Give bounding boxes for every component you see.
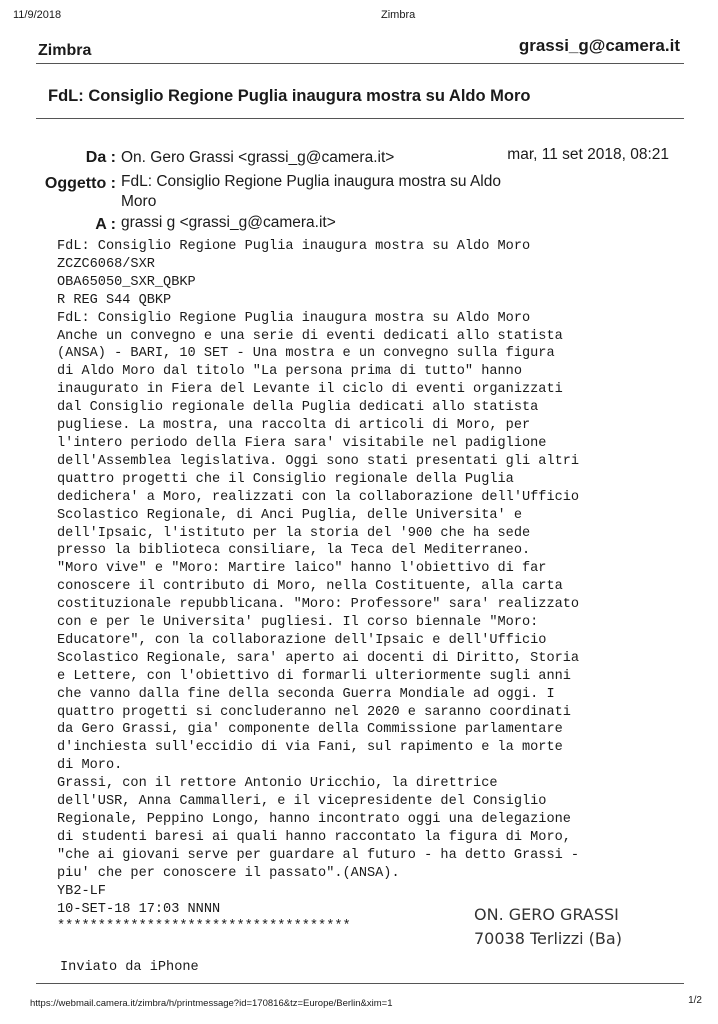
body-line: quattro progetti si concluderanno nel 2020 e saranno coordinati	[57, 704, 571, 720]
body-line: Grassi, con il rettore Antonio Uricchio, la direttrice	[57, 776, 498, 792]
body-line: inaugurato in Fiera del Levante il ciclo di eventi organizzati	[57, 382, 563, 398]
to-value: grassi g <grassi_g@camera.it>	[121, 214, 336, 231]
body-line: da Gero Grassi, gia' componente della Commissione parlamentare	[57, 722, 563, 738]
print-date: 11/9/2018	[13, 9, 62, 21]
body-line: Anche un convegno e una serie di eventi dedicati allo statista	[57, 328, 563, 344]
footer-divider	[36, 983, 684, 984]
body-line: Scolastico Regionale, sara' aperto ai docenti di Diritto, Storia	[57, 650, 580, 666]
body-line: "Moro vive" e "Moro: Martire laico" hanno l'obiettivo di far	[57, 561, 547, 577]
body-line: e Lettere, con l'obiettivo di formarli ulteriormente sugli anni	[57, 668, 571, 684]
subject-value-line1: FdL: Consiglio Regione Puglia inaugura mostra su Aldo	[121, 173, 501, 190]
body-line: quattro progetti che il Consiglio regionale della Puglia	[57, 471, 514, 487]
body-line: dal Consiglio regionale della Puglia dedicati allo statista	[57, 400, 539, 416]
body-line: 10-SET-18 17:03 NNNN	[57, 901, 221, 917]
body-line: di Moro.	[57, 758, 123, 774]
body-line: l'intero periodo della Fiera sara' visitabile nel padiglione	[57, 435, 547, 451]
signature-city: 70038 Terlizzi (Ba)	[474, 929, 622, 948]
body-line: ZCZC6068/SXR	[57, 256, 155, 272]
from-label: Da :	[85, 149, 116, 166]
from-value: On. Gero Grassi <grassi_g@camera.it>	[121, 149, 395, 166]
body-line: Educatore", con la collaborazione dell'Ipsaic e dell'Ufficio	[57, 632, 547, 648]
subject-divider	[36, 118, 684, 119]
to-label: A :	[95, 216, 116, 233]
subject-value-line2: Moro	[121, 193, 157, 210]
account-email: grassi_g@camera.it	[518, 36, 680, 55]
body-line: FdL: Consiglio Regione Puglia inaugura mostra su Aldo Moro	[57, 310, 531, 326]
body-line: dell'Ipsaic, l'istituto per la storia del '900 che ha sede	[57, 525, 531, 541]
body-line: FdL: Consiglio Regione Puglia inaugura mostra su Aldo Moro	[57, 239, 531, 254]
body-line: pugliese. La mostra, una raccolta di articoli di Moro, per	[57, 418, 531, 434]
body-line: dell'Assemblea legislativa. Oggi sono stati presentati gli altri	[57, 453, 580, 469]
body-line: conoscere il contributo di Moro, nella Costituente, alla carta	[57, 579, 563, 595]
body-line: R REG S44 QBKP	[57, 292, 172, 308]
body-line: costituzionale repubblicana. "Moro: Professore" sara' realizzato	[57, 597, 580, 613]
page-number: 1/2	[688, 995, 702, 1006]
body-line: con e per le Universita' pugliesi. Il corso biennale "Moro:	[57, 615, 539, 631]
body-line: OBA65050_SXR_QBKP	[57, 274, 196, 290]
body-line: di studenti baresi ai quali hanno raccontato la figura di Moro,	[57, 829, 571, 845]
body-line: (ANSA) - BARI, 10 SET - Una mostra e un convegno sulla figura	[57, 346, 555, 362]
body-line: Scolastico Regionale, di Anci Puglia, delle Universita' e	[57, 507, 522, 523]
print-url: https://webmail.camera.it/zimbra/h/printmessage?id=170816&tz=Europe/Berlin&xim=1	[30, 998, 393, 1009]
subject-label: Oggetto :	[44, 175, 116, 192]
body-line: d'inchiesta sull'eccidio di via Fani, sul rapimento e la morte	[57, 740, 563, 756]
body-line: dell'USR, Anna Cammalleri, e il vicepresidente del Consiglio	[57, 794, 547, 810]
message-subject-heading: FdL: Consiglio Regione Puglia inaugura mostra su Aldo Moro	[48, 87, 531, 105]
body-line: YB2-LF	[57, 883, 106, 899]
body-line: di Aldo Moro dal titolo "La persona prima di tutto" hanno	[57, 364, 522, 380]
body-line: dedichera' a Moro, realizzati con la collaborazione dell'Ufficio	[57, 489, 580, 505]
body-line: presso la biblioteca consiliare, la Teca del Mediterraneo.	[57, 543, 531, 559]
sent-from-note: Inviato da iPhone	[60, 960, 199, 975]
signature-name: ON. GERO GRASSI	[474, 905, 619, 924]
body-line: Regionale, Peppino Longo, hanno incontrato oggi una delegazione	[57, 812, 571, 827]
app-name: Zimbra	[38, 42, 92, 59]
body-line: piu' che per conoscere il passato".(ANSA).	[57, 865, 400, 881]
header-divider	[36, 63, 684, 64]
body-line: ************************************	[57, 919, 351, 935]
message-date: mar, 11 set 2018, 08:21	[507, 146, 669, 163]
body-line: "che ai giovani serve per guardare al futuro - ha detto Grassi -	[57, 847, 580, 863]
body-line: che vanno dalla fine della seconda Guerra Mondiale ad oggi. I	[57, 686, 555, 702]
print-title: Zimbra	[381, 9, 416, 21]
message-body	[57, 238, 579, 936]
